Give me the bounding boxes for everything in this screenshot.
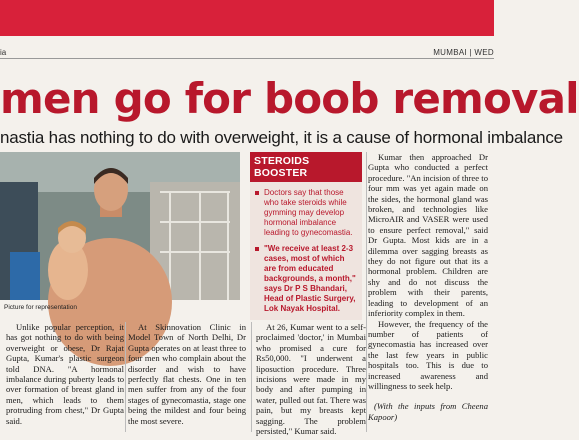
- column-rule: [251, 322, 252, 432]
- column-rule: [366, 152, 367, 432]
- header-rule: [0, 58, 494, 59]
- dateline: MUMBAI | WED: [433, 48, 494, 57]
- section-label: ia: [0, 48, 7, 57]
- paragraph: At Skinnovation Clinic in Model Town of North Delhi, Dr Gupta operates on at least three to four men who complain about the disorder and wish to have perfectly flat chests. One in ten men suffer from any of the four stages of gynecomastia, stage one being the mildest and four being the most severe.: [128, 322, 246, 426]
- bullet-icon: [255, 191, 259, 195]
- sidebar-item: [250, 238, 362, 314]
- paragraph: At 26, Kumar went to a self-proclaimed 'doctor,' in Mumbai who promised a cure for Rs50,000. "I underwent a liposuction procedure. Three incisions were made in my body and after pumping in water, pulled out fat. There was pain, but my breasts kept sagging. The problem persisted," Kumar said.: [256, 322, 366, 437]
- sidebar-item-text: Doctors say that those who take steroids while gymming may develop hormonal imbalance leading to gynecomastia.: [264, 188, 353, 237]
- article-column-4: [368, 152, 488, 422]
- sidebar-item: [250, 182, 362, 238]
- article-column-3: [256, 322, 366, 436]
- photo-caption: Picture for representation: [4, 304, 77, 311]
- sidebar-item-text: "We receive at least 2-3 cases, most of which are from educated backgrounds, a month," says Dr P S Bhandari, Head of Plastic Surgery, Lok Nayak Hospital.: [264, 244, 356, 313]
- article-credit: (With the inputs from Cheena Kapoor): [368, 401, 488, 422]
- paragraph: Kumar then approached Dr Gupta who conducted a perfect procedure. "An incision of three to four mm was yet again made on the sides, the hormonal gland was broken, and technologies like MicroAIR and VASER were used to ensure perfect removal," said Dr Gupta. Most kids are in a dilemma over sagging breasts as they do not figure out that its a hormonal problem. Children are shy and do not discuss the problem with their parents, leading to development of an inferiority complex in them.: [368, 152, 488, 319]
- article-column-1: [6, 322, 124, 426]
- paragraph: Unlike popular perception, it has got nothing to do with being overweight or obese, Dr Rajat Gupta, Kumar's plastic surgeon told DNA. "A hormonal imbalance during puberty leads to over formation of breast gland in men, which leads to them protruding from chest," Dr Gupta said.: [6, 322, 124, 426]
- article-column-2: [128, 322, 246, 426]
- headline: men go for boob removal: [0, 74, 579, 123]
- article-photo: [0, 152, 240, 300]
- sidebar-title: STEROIDS BOOSTER: [250, 152, 362, 182]
- sidebar-box: [250, 152, 362, 320]
- photo-illustration: [0, 152, 240, 300]
- paragraph: However, the frequency of the number of patients of gynecomastia has increased over the last few years in public hospitals too. This is due to increased awareness and willingness to seek help.: [368, 318, 488, 391]
- bullet-icon: [255, 247, 259, 251]
- column-rule: [125, 322, 126, 432]
- subheadline: nastia has nothing to do with overweight, it is a cause of hormonal imbalance: [0, 128, 563, 147]
- masthead-red-bar: [0, 0, 494, 36]
